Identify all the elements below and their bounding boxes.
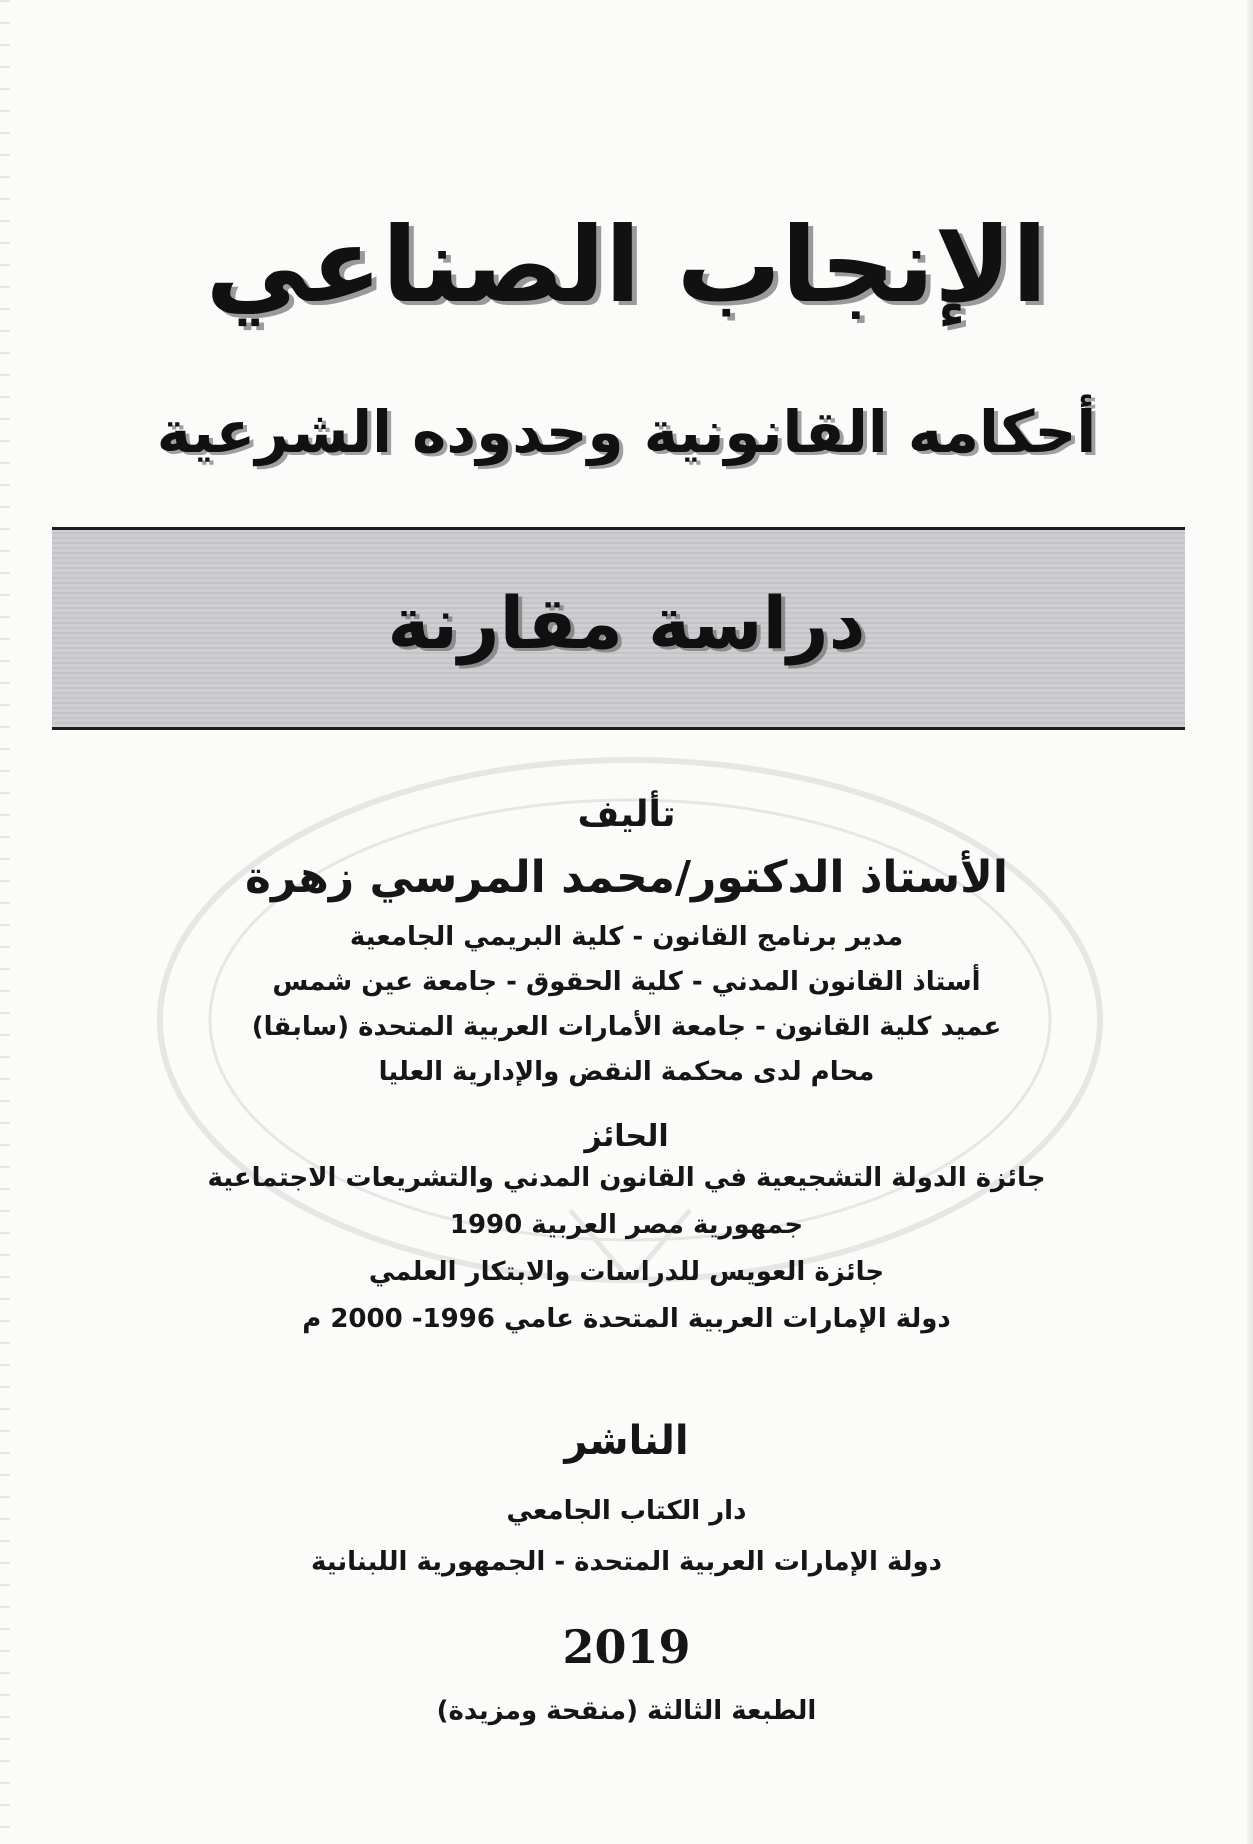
study-type-label: دراسة مقارنة — [387, 581, 866, 665]
award-line-2: جمهورية مصر العربية 1990 — [449, 1210, 804, 1240]
page-binding-edge — [0, 0, 10, 1844]
author-position-4: محام لدى محكمة النقض والإدارية العليا — [378, 1057, 875, 1087]
author-position-1: مدير برنامج القانون - كلية البريمي الجامعية — [349, 922, 904, 952]
page-right-edge — [1247, 0, 1253, 1844]
publication-year: 2019 — [562, 1620, 691, 1674]
author-name: الأستاذ الدكتور/محمد المرسي زهرة — [245, 852, 1008, 903]
publisher-countries: دولة الإمارات العربية المتحدة - الجمهورية اللبنانية — [311, 1547, 942, 1577]
author-position-2: أستاذ القانون المدني - كلية الحقوق - جامعة عين شمس — [272, 967, 981, 997]
publisher-name: دار الكتاب الجامعي — [506, 1496, 747, 1526]
book-title: الإنجاب الصناعي — [205, 204, 1048, 326]
award-line-3: جائزة العويس للدراسات والابتكار العلمي — [368, 1257, 885, 1287]
award-line-1: جائزة الدولة التشجيعية في القانون المدني والتشريعات الاجتماعية — [207, 1163, 1046, 1193]
award-line-4: دولة الإمارات العربية المتحدة عامي 1996- 2000 م — [302, 1304, 951, 1334]
publisher-label: الناشر — [564, 1418, 689, 1464]
author-label: تأليف — [577, 794, 676, 835]
edition-label: الطبعة الثالثة (منقحة ومزيدة) — [436, 1696, 817, 1726]
book-subtitle: أحكامه القانونية وحدوده الشرعية — [156, 398, 1097, 466]
awards-label: الحائز — [584, 1119, 669, 1154]
author-position-3: عميد كلية القانون - جامعة الأمارات العربية المتحدة (سابقا) — [251, 1012, 1002, 1042]
